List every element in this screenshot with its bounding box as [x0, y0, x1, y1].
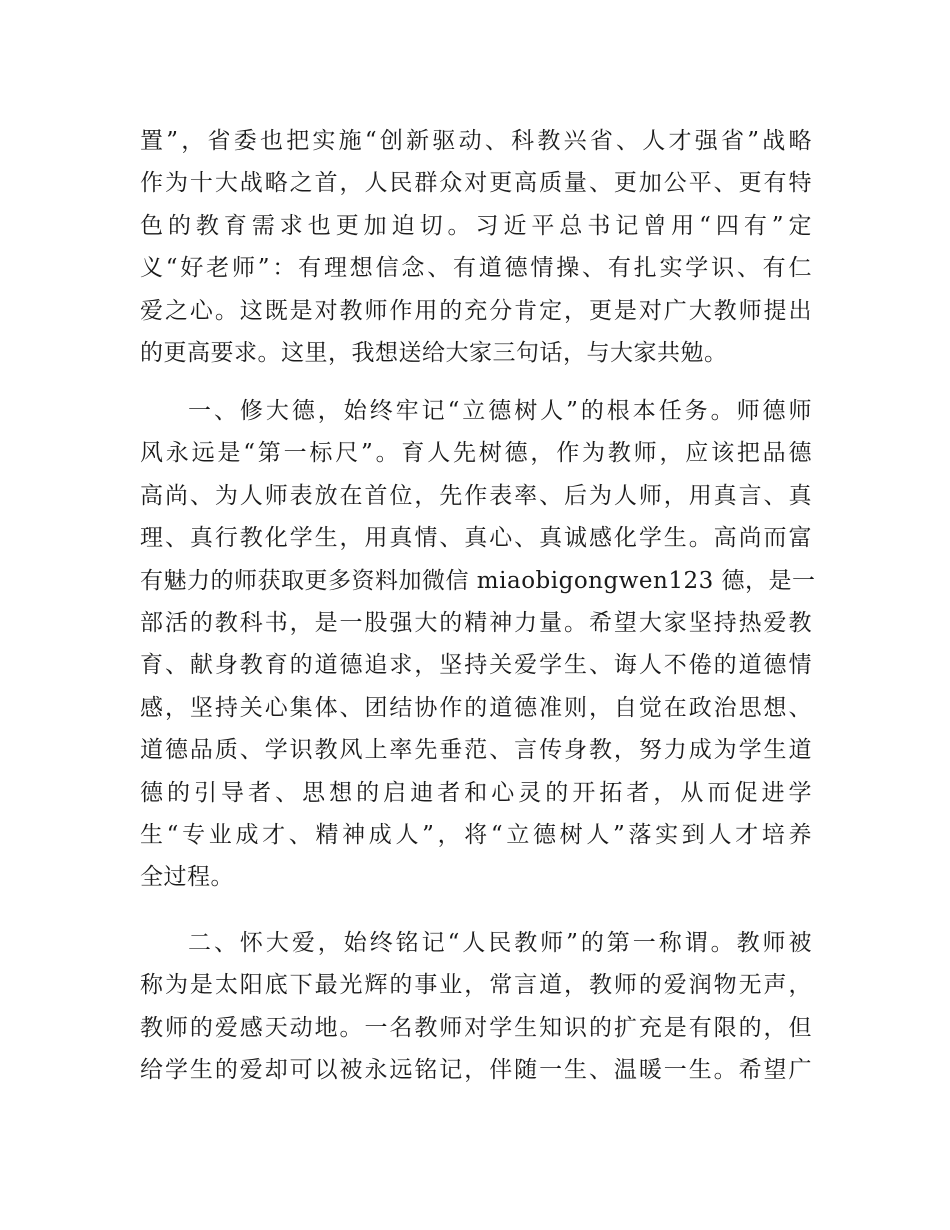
text-line: 生“专业成才、精神成人”，将“立德树人”落实到人才培养 [140, 821, 812, 848]
text-line: 高尚、为人师表放在首位，先作表率、后为人师，用真言、真 [140, 482, 812, 509]
paragraph-intro [140, 120, 812, 374]
text-line: 色的教育需求也更加迫切。习近平总书记曾用“四有”定 [140, 212, 812, 239]
text-line: 的更高要求。这里，我想送给大家三句话，与大家共勉。 [140, 339, 728, 366]
text-line: 给学生的爱却可以被永远铭记，伴随一生、温暖一生。希望广 [140, 1057, 812, 1084]
text-line: 称为是太阳底下最光辉的事业，常言道，教师的爱润物无声， [140, 972, 812, 999]
text-line: 置”，省委也把实施“创新驱动、科教兴省、人才强省”战略 [140, 128, 812, 154]
paragraph-section-two [140, 922, 812, 1092]
text-line: 义“好老师”：有理想信念、有道德情操、有扎实学识、有仁 [140, 255, 812, 282]
text-line: 部活的教科书，是一股强大的精神力量。希望大家坚持热爱教 [140, 609, 812, 636]
text-line: 作为十大战略之首，人民群众对更高质量、更加公平、更有特 [140, 170, 812, 197]
text-line: 教师的爱感天动地。一名教师对学生知识的扩充是有限的，但 [140, 1014, 812, 1041]
text-line: 风永远是“第一标尺”。育人先树德，作为教师，应该把品德 [140, 440, 812, 467]
text-line: 一、修大德，始终牢记“立德树人”的根本任务。师德师 [188, 398, 812, 424]
text-line: 二、怀大爱，始终铭记“人民教师”的第一称谓。教师被 [188, 930, 812, 956]
text-line: 育、献身教育的道德追求，坚持关爱学生、诲人不倦的道德情 [140, 652, 812, 679]
text-line: 感，坚持关心集体、团结协作的道德准则，自觉在政治思想、 [140, 694, 812, 721]
text-line: 有魅力的师获取更多资料加微信 miaobigongwen123 德，是一 [140, 567, 816, 594]
paragraph-section-one [140, 390, 816, 899]
text-line: 全过程。 [140, 864, 234, 891]
text-line: 爱之心。这既是对教师作用的充分肯定，更是对广大教师提出 [140, 297, 812, 324]
text-line: 德的引导者、思想的启迪者和心灵的开拓者，从而促进学 [140, 779, 812, 806]
text-line: 道德品质、学识教风上率先垂范、言传身教，努力成为学生道 [140, 737, 812, 764]
text-line: 理、真行教化学生，用真情、真心、真诚感化学生。高尚而富 [140, 525, 812, 552]
